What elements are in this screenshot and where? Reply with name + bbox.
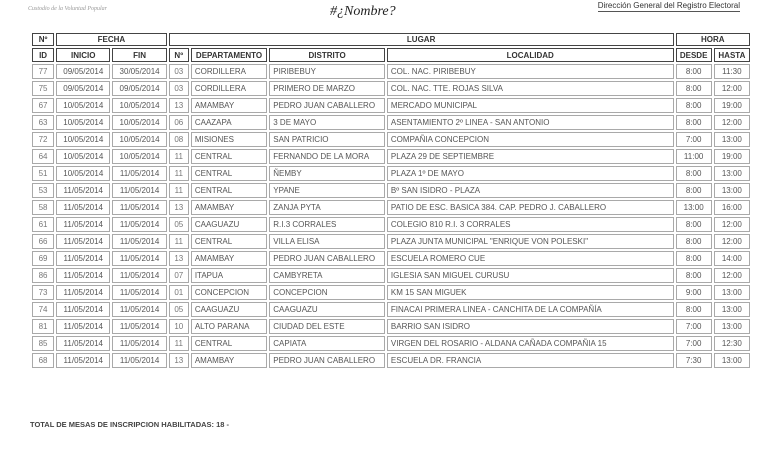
cell-id: 74 <box>32 302 54 317</box>
group-header-hora: HORA <box>676 33 750 46</box>
cell-dept-no: 08 <box>169 132 189 147</box>
cell-id: 68 <box>32 353 54 368</box>
cell-departamento: CAAZAPA <box>191 115 267 130</box>
cell-localidad: VIRGEN DEL ROSARIO - ALDANA CAÑADA COMPAÑIA 15 <box>387 336 674 351</box>
table-row <box>32 353 750 368</box>
cell-desde: 8:00 <box>676 234 712 249</box>
cell-fin: 10/05/2014 <box>112 115 166 130</box>
cell-departamento: AMAMBAY <box>191 200 267 215</box>
cell-desde: 8:00 <box>676 251 712 266</box>
cell-inicio: 11/05/2014 <box>56 251 110 266</box>
cell-fin: 11/05/2014 <box>112 200 166 215</box>
cell-inicio: 11/05/2014 <box>56 302 110 317</box>
cell-hasta: 12:00 <box>714 234 750 249</box>
cell-inicio: 10/05/2014 <box>56 132 110 147</box>
cell-hasta: 12:30 <box>714 336 750 351</box>
cell-departamento: AMAMBAY <box>191 353 267 368</box>
cell-departamento: ALTO PARANA <box>191 319 267 334</box>
cell-departamento: CENTRAL <box>191 166 267 181</box>
cell-departamento: CENTRAL <box>191 234 267 249</box>
column-header-departamento: DEPARTAMENTO <box>191 48 267 62</box>
cell-dept-no: 01 <box>169 285 189 300</box>
cell-distrito: VILLA ELISA <box>269 234 385 249</box>
table-row <box>32 81 750 96</box>
column-header-localidad: LOCALIDAD <box>387 48 674 62</box>
cell-hasta: 14:00 <box>714 251 750 266</box>
cell-fin: 11/05/2014 <box>112 251 166 266</box>
cell-fin: 11/05/2014 <box>112 234 166 249</box>
cell-dept-no: 13 <box>169 200 189 215</box>
cell-dept-no: 11 <box>169 234 189 249</box>
agency-name: Dirección General del Registro Electoral <box>597 1 740 10</box>
cell-distrito: CAPIATA <box>269 336 385 351</box>
cell-fin: 10/05/2014 <box>112 149 166 164</box>
cell-id: 81 <box>32 319 54 334</box>
cell-localidad: Bº SAN ISIDRO - PLAZA <box>387 183 674 198</box>
table-row <box>32 115 750 130</box>
table-row <box>32 183 750 198</box>
cell-inicio: 10/05/2014 <box>56 149 110 164</box>
cell-desde: 13:00 <box>676 200 712 215</box>
cell-inicio: 09/05/2014 <box>56 81 110 96</box>
cell-distrito: 3 DE MAYO <box>269 115 385 130</box>
cell-desde: 7:00 <box>676 336 712 351</box>
cell-distrito: PIRIBEBUY <box>269 64 385 79</box>
table-row <box>32 166 750 181</box>
cell-fin: 10/05/2014 <box>112 98 166 113</box>
cell-departamento: ITAPUA <box>191 268 267 283</box>
cell-id: 73 <box>32 285 54 300</box>
cell-desde: 8:00 <box>676 217 712 232</box>
cell-localidad: ESCUELA DR. FRANCIA <box>387 353 674 368</box>
column-header-dept-no: Nº <box>169 48 189 62</box>
cell-hasta: 12:00 <box>714 81 750 96</box>
cell-id: 86 <box>32 268 54 283</box>
group-header-row <box>32 33 750 46</box>
cell-localidad: MERCADO MUNICIPAL <box>387 98 674 113</box>
cell-distrito: R.I.3 CORRALES <box>269 217 385 232</box>
table-row <box>32 132 750 147</box>
cell-hasta: 13:00 <box>714 302 750 317</box>
cell-localidad: IGLESIA SAN MIGUEL CURUSU <box>387 268 674 283</box>
table-row <box>32 268 750 283</box>
cell-dept-no: 11 <box>169 166 189 181</box>
cell-inicio: 10/05/2014 <box>56 98 110 113</box>
cell-id: 64 <box>32 149 54 164</box>
page-header <box>0 0 780 28</box>
cell-dept-no: 10 <box>169 319 189 334</box>
cell-hasta: 12:00 <box>714 217 750 232</box>
table-row <box>32 149 750 164</box>
cell-fin: 11/05/2014 <box>112 285 166 300</box>
cell-localidad: ESCUELA ROMERO CUE <box>387 251 674 266</box>
cell-desde: 9:00 <box>676 285 712 300</box>
cell-inicio: 10/05/2014 <box>56 166 110 181</box>
cell-id: 66 <box>32 234 54 249</box>
cell-dept-no: 11 <box>169 336 189 351</box>
cell-hasta: 19:00 <box>714 149 750 164</box>
table-body <box>32 64 750 368</box>
cell-distrito: CAAGUAZU <box>269 302 385 317</box>
cell-id: 51 <box>32 166 54 181</box>
cell-id: 61 <box>32 217 54 232</box>
cell-desde: 7:00 <box>676 132 712 147</box>
column-header-desde: DESDE <box>676 48 712 62</box>
table-row <box>32 217 750 232</box>
table-row <box>32 98 750 113</box>
cell-distrito: PEDRO JUAN CABALLERO <box>269 251 385 266</box>
cell-fin: 11/05/2014 <box>112 183 166 198</box>
cell-inicio: 09/05/2014 <box>56 64 110 79</box>
cell-hasta: 13:00 <box>714 285 750 300</box>
cell-hasta: 13:00 <box>714 132 750 147</box>
group-header-lugar: LUGAR <box>169 33 674 46</box>
cell-hasta: 13:00 <box>714 183 750 198</box>
table-row <box>32 302 750 317</box>
cell-id: 53 <box>32 183 54 198</box>
cell-fin: 10/05/2014 <box>112 132 166 147</box>
cell-id: 72 <box>32 132 54 147</box>
cell-hasta: 16:00 <box>714 200 750 215</box>
cell-fin: 11/05/2014 <box>112 336 166 351</box>
cell-hasta: 13:00 <box>714 319 750 334</box>
cell-distrito: SAN PATRICIO <box>269 132 385 147</box>
cell-id: 69 <box>32 251 54 266</box>
cell-fin: 30/05/2014 <box>112 64 166 79</box>
cell-distrito: FERNANDO DE LA MORA <box>269 149 385 164</box>
cell-departamento: CAAGUAZU <box>191 302 267 317</box>
cell-id: 77 <box>32 64 54 79</box>
cell-desde: 8:00 <box>676 98 712 113</box>
cell-fin: 11/05/2014 <box>112 268 166 283</box>
cell-dept-no: 03 <box>169 81 189 96</box>
cell-localidad: COMPAÑIA CONCEPCION <box>387 132 674 147</box>
cell-localidad: COLEGIO 810 R.I. 3 CORRALES <box>387 217 674 232</box>
cell-id: 67 <box>32 98 54 113</box>
cell-departamento: AMAMBAY <box>191 251 267 266</box>
cell-dept-no: 13 <box>169 251 189 266</box>
cell-id: 63 <box>32 115 54 130</box>
cell-distrito: ÑEMBY <box>269 166 385 181</box>
cell-fin: 11/05/2014 <box>112 353 166 368</box>
cell-distrito: PEDRO JUAN CABALLERO <box>269 98 385 113</box>
cell-localidad: PLAZA 1º DE MAYO <box>387 166 674 181</box>
cell-desde: 8:00 <box>676 268 712 283</box>
cell-dept-no: 11 <box>169 183 189 198</box>
registration-table <box>30 31 752 370</box>
cell-inicio: 11/05/2014 <box>56 353 110 368</box>
cell-distrito: PRIMERO DE MARZO <box>269 81 385 96</box>
cell-dept-no: 11 <box>169 149 189 164</box>
cell-inicio: 11/05/2014 <box>56 183 110 198</box>
cell-localidad: COL. NAC. TTE. ROJAS SILVA <box>387 81 674 96</box>
table-row <box>32 200 750 215</box>
cell-hasta: 19:00 <box>714 98 750 113</box>
cell-departamento: CENTRAL <box>191 183 267 198</box>
table-row <box>32 64 750 79</box>
cell-distrito: PEDRO JUAN CABALLERO <box>269 353 385 368</box>
cell-desde: 8:00 <box>676 183 712 198</box>
cell-desde: 8:00 <box>676 302 712 317</box>
cell-desde: 8:00 <box>676 115 712 130</box>
cell-inicio: 11/05/2014 <box>56 319 110 334</box>
cell-departamento: CAAGUAZU <box>191 217 267 232</box>
cell-distrito: YPANE <box>269 183 385 198</box>
cell-departamento: CENTRAL <box>191 149 267 164</box>
logo-slogan: Custodio de la Voluntad Popular <box>28 6 108 12</box>
cell-desde: 7:30 <box>676 353 712 368</box>
cell-fin: 11/05/2014 <box>112 302 166 317</box>
cell-departamento: CORDILLERA <box>191 81 267 96</box>
cell-desde: 8:00 <box>676 81 712 96</box>
cell-desde: 8:00 <box>676 166 712 181</box>
cell-fin: 11/05/2014 <box>112 166 166 181</box>
table-row <box>32 251 750 266</box>
cell-id: 75 <box>32 81 54 96</box>
cell-inicio: 11/05/2014 <box>56 285 110 300</box>
cell-inicio: 11/05/2014 <box>56 336 110 351</box>
cell-distrito: CIUDAD DEL ESTE <box>269 319 385 334</box>
total-summary: TOTAL DE MESAS DE INSCRIPCION HABILITADAS: 18 - <box>30 420 230 429</box>
cell-dept-no: 05 <box>169 217 189 232</box>
cell-localidad: PLAZA JUNTA MUNICIPAL "ENRIQUE VON POLESKI" <box>387 234 674 249</box>
cell-localidad: ASENTAMIENTO 2º LINEA - SAN ANTONIO <box>387 115 674 130</box>
cell-inicio: 11/05/2014 <box>56 268 110 283</box>
document-title: #¿Nombre? <box>330 4 396 19</box>
cell-hasta: 11:30 <box>714 64 750 79</box>
group-header-no: Nº <box>32 33 54 46</box>
cell-inicio: 11/05/2014 <box>56 200 110 215</box>
table-row <box>32 285 750 300</box>
cell-desde: 7:00 <box>676 319 712 334</box>
cell-localidad: BARRIO SAN ISIDRO <box>387 319 674 334</box>
cell-dept-no: 03 <box>169 64 189 79</box>
cell-desde: 11:00 <box>676 149 712 164</box>
column-header-inicio: INICIO <box>56 48 110 62</box>
cell-localidad: PLAZA 29 DE SEPTIEMBRE <box>387 149 674 164</box>
cell-hasta: 12:00 <box>714 268 750 283</box>
cell-departamento: CENTRAL <box>191 336 267 351</box>
cell-desde: 8:00 <box>676 64 712 79</box>
cell-departamento: CORDILLERA <box>191 64 267 79</box>
cell-dept-no: 13 <box>169 353 189 368</box>
column-header-row <box>32 48 750 62</box>
cell-id: 85 <box>32 336 54 351</box>
cell-hasta: 13:00 <box>714 353 750 368</box>
cell-distrito: ZANJA PYTA <box>269 200 385 215</box>
column-header-distrito: DISTRITO <box>269 48 385 62</box>
cell-distrito: CAMBYRETA <box>269 268 385 283</box>
cell-dept-no: 13 <box>169 98 189 113</box>
cell-departamento: AMAMBAY <box>191 98 267 113</box>
cell-distrito: CONCEPCION <box>269 285 385 300</box>
cell-fin: 09/05/2014 <box>112 81 166 96</box>
cell-inicio: 11/05/2014 <box>56 217 110 232</box>
cell-localidad: PATIO DE ESC. BASICA 384. CAP. PEDRO J. CABALLERO <box>387 200 674 215</box>
cell-hasta: 13:00 <box>714 166 750 181</box>
cell-dept-no: 07 <box>169 268 189 283</box>
cell-fin: 11/05/2014 <box>112 217 166 232</box>
group-header-fecha: FECHA <box>56 33 167 46</box>
cell-departamento: CONCEPCION <box>191 285 267 300</box>
cell-hasta: 12:00 <box>714 115 750 130</box>
cell-fin: 11/05/2014 <box>112 319 166 334</box>
cell-dept-no: 06 <box>169 115 189 130</box>
cell-id: 58 <box>32 200 54 215</box>
table-row <box>32 234 750 249</box>
table-row <box>32 336 750 351</box>
cell-inicio: 10/05/2014 <box>56 115 110 130</box>
cell-dept-no: 05 <box>169 302 189 317</box>
column-header-id: ID <box>32 48 54 62</box>
cell-departamento: MISIONES <box>191 132 267 147</box>
cell-localidad: KM 15 SAN MIGUEK <box>387 285 674 300</box>
cell-inicio: 11/05/2014 <box>56 234 110 249</box>
column-header-fin: FIN <box>112 48 166 62</box>
cell-localidad: COL. NAC. PIRIBEBUY <box>387 64 674 79</box>
table-row <box>32 319 750 334</box>
cell-localidad: FINACAI PRIMERA LINEA - CANCHITA DE LA COMPAÑÍA <box>387 302 674 317</box>
column-header-hasta: HASTA <box>714 48 750 62</box>
